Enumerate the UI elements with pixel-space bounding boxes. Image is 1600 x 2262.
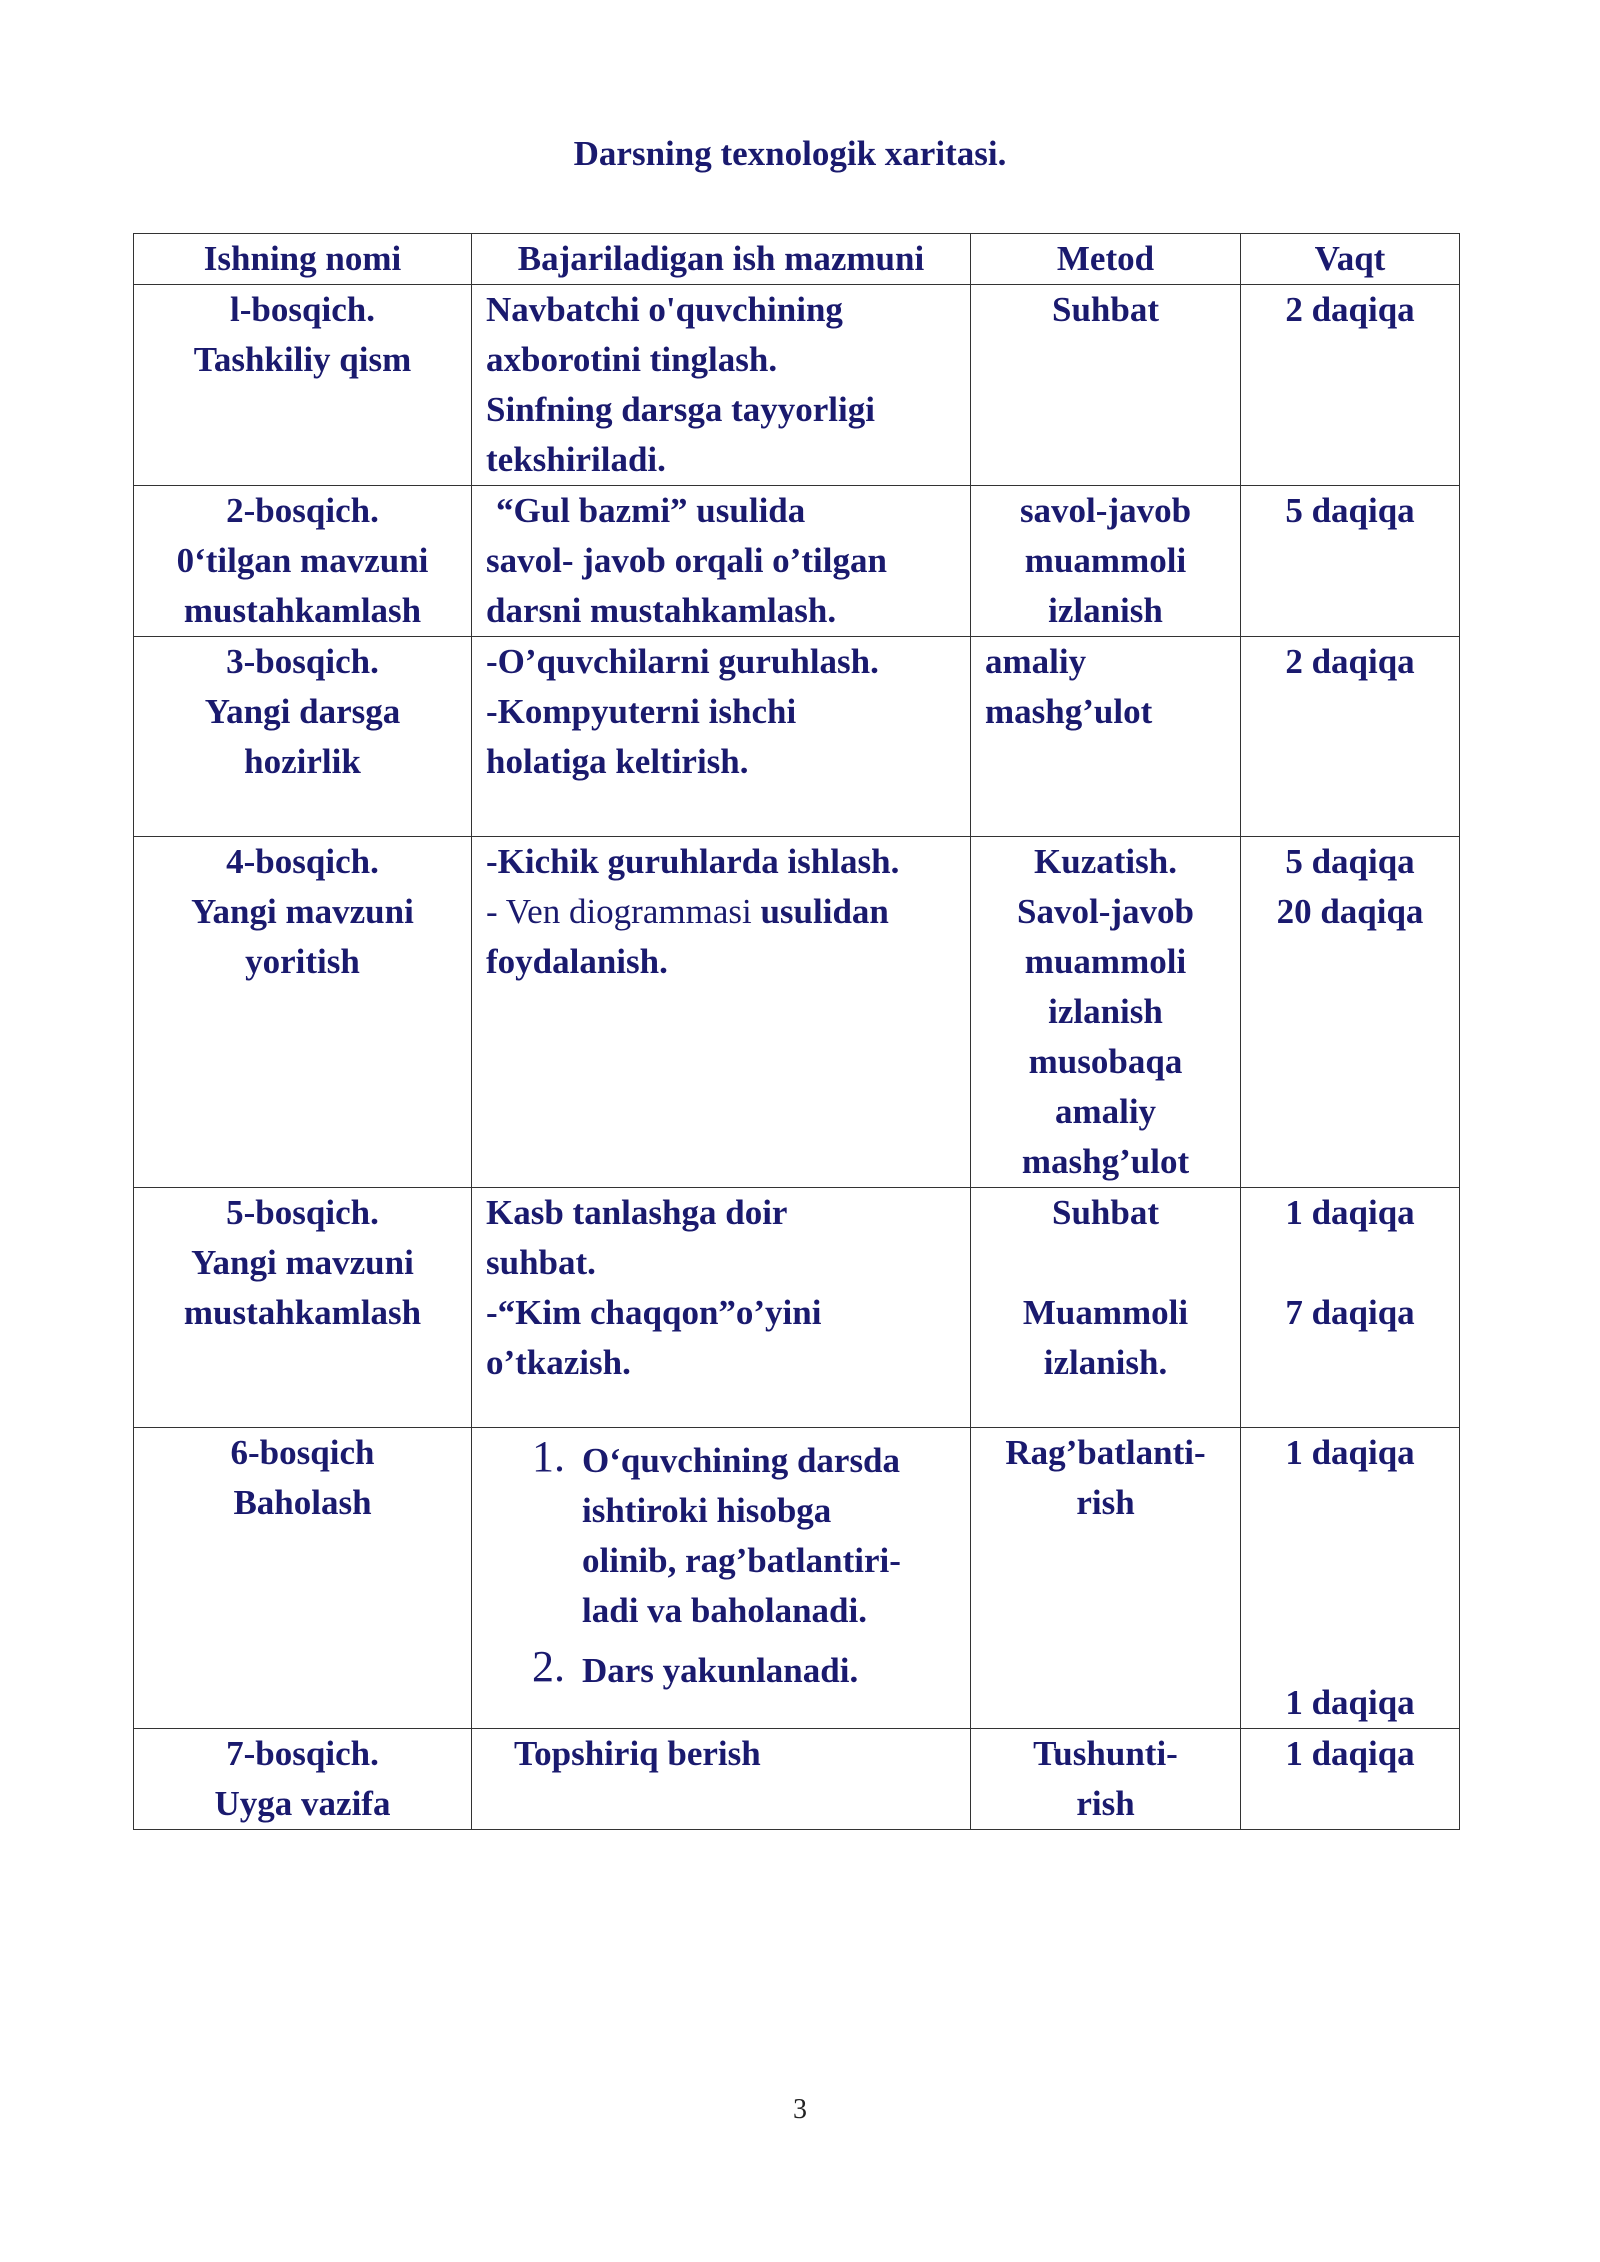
method-line: izlanish: [1048, 992, 1163, 1031]
content-line: -Kompyuterni ishchi: [486, 692, 797, 731]
document-title: Darsning texnologik xaritasi.: [573, 134, 1007, 173]
list-line: ladi va baholanadi.: [582, 1591, 867, 1630]
method-cell: [971, 637, 1241, 837]
method-line: rish: [1076, 1784, 1135, 1823]
method-line: Rag’batlanti-: [1005, 1433, 1206, 1472]
time-cell: [1241, 837, 1460, 1188]
time-line: 20 daqiqa: [1276, 892, 1424, 931]
time-cell: [1241, 486, 1460, 637]
stage-line: Tashkiliy qism: [193, 340, 412, 379]
content-line: Navbatchi o'quvchining: [486, 290, 843, 329]
steps-list: [486, 1432, 966, 1696]
content-cell: [472, 1188, 971, 1428]
content-line: Sinfning darsga tayyorligi: [486, 390, 875, 429]
time-line: 1 daqiqa: [1285, 1433, 1415, 1472]
stage-line: l-bosqich.: [230, 290, 375, 329]
stage-cell: [134, 637, 472, 837]
time-line: 7 daqiqa: [1285, 1293, 1415, 1332]
method-line: Muammoli: [1022, 1293, 1189, 1332]
time-line: 2 daqiqa: [1285, 290, 1415, 329]
stage-line: Yangi darsga: [204, 692, 401, 731]
time-cell: [1241, 1428, 1460, 1729]
content-line: foydalanish.: [486, 942, 668, 981]
list-number: 2.: [532, 1642, 565, 1691]
method-spacer: [985, 1238, 1226, 1288]
header-method: Metod: [971, 234, 1241, 285]
method-cell: [971, 486, 1241, 637]
list-line: olinib, rag’batlantiri-: [582, 1541, 901, 1580]
method-line: savol-javob: [1019, 491, 1192, 530]
content-line: suhbat.: [486, 1243, 596, 1282]
content-cell: [472, 486, 971, 637]
table-row: [134, 1428, 1460, 1729]
method-line: izlanish.: [1043, 1343, 1168, 1382]
method-cell: [971, 285, 1241, 486]
stage-line: hozirlik: [244, 742, 361, 781]
method-line: mashg’ulot: [1021, 1142, 1190, 1181]
time-line: 1 daqiqa: [1285, 1193, 1415, 1232]
method-line: Suhbat: [1051, 290, 1160, 329]
list-line: O‘quvchining darsda: [582, 1441, 901, 1480]
header-stage: Ishning nomi: [134, 234, 472, 285]
method-line: mashg’ulot: [985, 692, 1153, 731]
time-cell: [1241, 637, 1460, 837]
header-content: Bajariladigan ish mazmuni: [472, 234, 971, 285]
table-row: [134, 1729, 1460, 1830]
list-item: [532, 1432, 966, 1636]
content-line: savol- javob orqali o’tilgan: [486, 541, 887, 580]
method-cell: [971, 837, 1241, 1188]
time-cell: [1241, 1729, 1460, 1830]
list-line: Dars yakunlanadi.: [582, 1651, 859, 1690]
content-line: axborotini tinglash.: [486, 340, 778, 379]
list-number: 1.: [532, 1432, 565, 1481]
stage-line: 6-bosqich: [230, 1433, 375, 1472]
table-row: [134, 285, 1460, 486]
method-line: muammoli: [1024, 541, 1187, 580]
method-line: Tushunti-: [1033, 1734, 1178, 1773]
content-cell: [472, 1428, 971, 1729]
content-cell: [472, 1729, 971, 1830]
table-row: [134, 837, 1460, 1188]
time-line: 1 daqiqa: [1285, 1734, 1415, 1773]
stage-cell: [134, 486, 472, 637]
content-line: holatiga keltirish.: [486, 742, 749, 781]
method-line: Savol-javob: [1017, 892, 1194, 931]
table-row: [134, 637, 1460, 837]
stage-line: mustahkamlash: [183, 591, 422, 630]
time-spacer: [1255, 1238, 1445, 1288]
method-line: Suhbat: [1051, 1193, 1160, 1232]
method-cell: [971, 1729, 1241, 1830]
method-line: izlanish: [1048, 591, 1163, 630]
content-cell: [472, 637, 971, 837]
time-spacer: [1255, 1478, 1445, 1678]
method-line: amaliy: [1054, 1092, 1157, 1131]
stage-line: 0‘tilgan mavzuni: [176, 541, 429, 580]
stage-line: Uyga vazifa: [214, 1784, 391, 1823]
content-line: -Kichik guruhlarda ishlash.: [486, 842, 900, 881]
table-header-row: [134, 234, 1460, 285]
time-cell: [1241, 1188, 1460, 1428]
content-line: “Gul bazmi” usulida: [496, 491, 806, 530]
content-fragment: usulidan: [760, 892, 889, 931]
content-cell: [472, 285, 971, 486]
time-line: 2 daqiqa: [1285, 642, 1415, 681]
content-line: Topshiriq berish: [514, 1734, 761, 1773]
method-cell: [971, 1428, 1241, 1729]
content-line: darsni mustahkamlash.: [486, 591, 837, 630]
method-line: rish: [1076, 1483, 1135, 1522]
stage-line: yoritish: [245, 942, 360, 981]
stage-line: Baholash: [233, 1483, 372, 1522]
stage-cell: [134, 285, 472, 486]
table-row: [134, 486, 1460, 637]
content-line: -“Kim chaqqon”o’yini: [486, 1293, 822, 1332]
stage-line: 4-bosqich.: [226, 842, 379, 881]
stage-line: 3-bosqich.: [226, 642, 379, 681]
content-cell: [472, 837, 971, 1188]
method-line: Kuzatish.: [1034, 842, 1177, 881]
stage-line: Yangi mavzuni: [191, 892, 414, 931]
stage-line: mustahkamlash: [183, 1293, 422, 1332]
stage-line: 2-bosqich.: [226, 491, 379, 530]
method-line: amaliy: [985, 642, 1087, 681]
method-line: muammoli: [1024, 942, 1187, 981]
method-cell: [971, 1188, 1241, 1428]
page-number: 3: [793, 2094, 807, 2125]
table-row: [134, 1188, 1460, 1428]
stage-cell: [134, 1188, 472, 1428]
time-cell: [1241, 285, 1460, 486]
list-line: ishtiroki hisobga: [582, 1491, 832, 1530]
lesson-map-table: [133, 233, 1460, 1830]
content-line: o’tkazish.: [486, 1343, 631, 1382]
method-line: musobaqa: [1028, 1042, 1183, 1081]
stage-cell: [134, 1729, 472, 1830]
content-line: -O’quvchilarni guruhlash.: [486, 642, 879, 681]
time-line: 1 daqiqa: [1285, 1683, 1415, 1722]
stage-cell: [134, 837, 472, 1188]
stage-line: 7-bosqich.: [226, 1734, 379, 1773]
stage-line: Yangi mavzuni: [191, 1243, 414, 1282]
content-fragment: - Ven diogrammasi: [486, 892, 761, 931]
time-line: 5 daqiqa: [1285, 491, 1415, 530]
list-item: [532, 1642, 966, 1696]
time-line: 5 daqiqa: [1285, 842, 1415, 881]
content-line: Kasb tanlashga doir: [486, 1193, 788, 1232]
stage-line: 5-bosqich.: [226, 1193, 379, 1232]
stage-cell: [134, 1428, 472, 1729]
content-line: tekshiriladi.: [486, 440, 666, 479]
header-time: Vaqt: [1241, 234, 1460, 285]
content-line: [486, 887, 956, 937]
